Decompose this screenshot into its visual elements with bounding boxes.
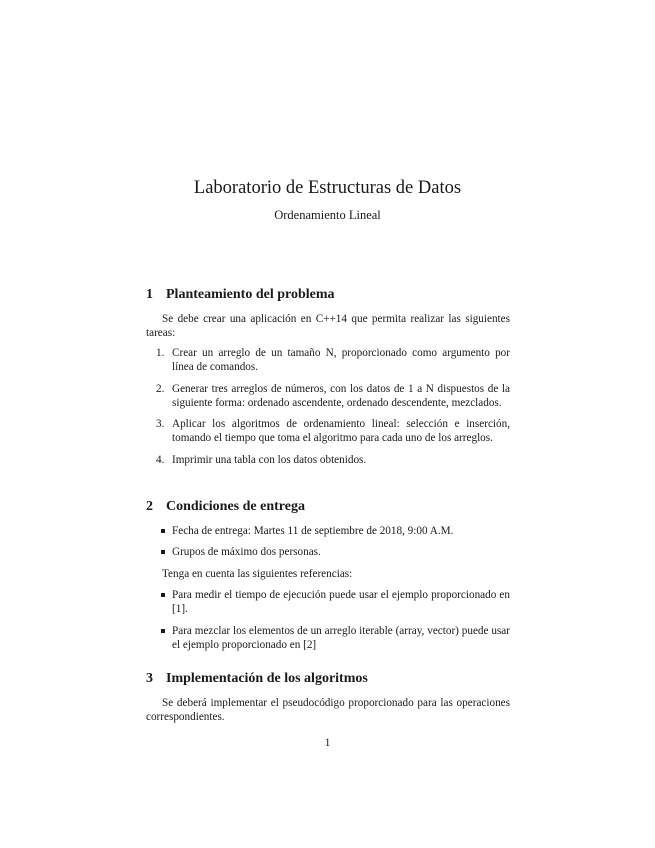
- list-item: [146, 624, 510, 653]
- list-item: [146, 417, 510, 446]
- list-item-text: Para mezclar los elementos de un arreglo iterable (array, vector) puede usar el ejemplo proporcionado en [2]: [172, 624, 510, 651]
- page-number: 1: [324, 737, 331, 749]
- bullet-icon: [161, 593, 165, 597]
- document-subtitle: Ordenamiento Lineal: [274, 208, 381, 222]
- list-item: [146, 346, 510, 375]
- list-item: [146, 588, 510, 617]
- section-number: 2: [146, 499, 153, 514]
- list-marker: 1.: [156, 347, 165, 359]
- list-marker: 3.: [156, 418, 165, 431]
- list-marker: 2.: [156, 382, 165, 395]
- list-item-text: Aplicar los algoritmos de ordenamiento lineal: selección e inserción, tomando el tiempo que toma el algoritmo para cada uno de los arreglos.: [172, 418, 510, 445]
- list-item: [146, 453, 510, 467]
- section-heading-1: [146, 286, 335, 304]
- list-item-text: Generar tres arreglos de números, con los datos de 1 a N dispuestos de la siguiente forma: ordenado ascendente, ordenado descendente, mezclados.: [172, 382, 510, 409]
- references-list: [146, 588, 510, 652]
- section-heading-2: [146, 498, 305, 516]
- task-list: [146, 346, 510, 467]
- section-title: Implementación de los algoritmos: [166, 671, 368, 686]
- document-title: Laboratorio de Estructuras de Datos: [193, 178, 462, 198]
- list-item: [146, 545, 510, 559]
- bullet-icon: [161, 529, 165, 533]
- references-intro: Tenga en cuenta las siguientes referencias:: [162, 568, 353, 580]
- section-3-intro: Se deberá implementar el pseudocódigo proporcionado para las operaciones correspondientes.: [146, 697, 510, 724]
- list-item-text: Para medir el tiempo de ejecución puede usar el ejemplo proporcionado en [1].: [172, 589, 510, 616]
- list-item-text: Crear un arreglo de un tamaño N, proporcionado como argumento por línea de comandos.: [172, 347, 510, 374]
- list-marker: 4.: [156, 453, 165, 466]
- list-item: [146, 524, 510, 538]
- section-number: 3: [146, 671, 153, 686]
- bullet-icon: [161, 550, 165, 554]
- list-item-text: Imprimir una tabla con los datos obtenidos.: [172, 453, 367, 466]
- delivery-conditions-list: [146, 524, 510, 560]
- list-item: [146, 382, 510, 411]
- section-number: 1: [146, 287, 153, 302]
- list-item-text: Grupos de máximo dos personas.: [172, 546, 321, 559]
- bullet-icon: [161, 629, 165, 633]
- section-title: Condiciones de entrega: [166, 499, 305, 514]
- section-heading-3: [146, 670, 368, 688]
- list-item-text: Fecha de entrega: Martes 11 de septiembre de 2018, 9:00 A.M.: [172, 525, 454, 537]
- section-title: Planteamiento del problema: [166, 287, 335, 302]
- section-1-intro: Se debe crear una aplicación en C++14 que permita realizar las siguientes tareas:: [146, 313, 510, 340]
